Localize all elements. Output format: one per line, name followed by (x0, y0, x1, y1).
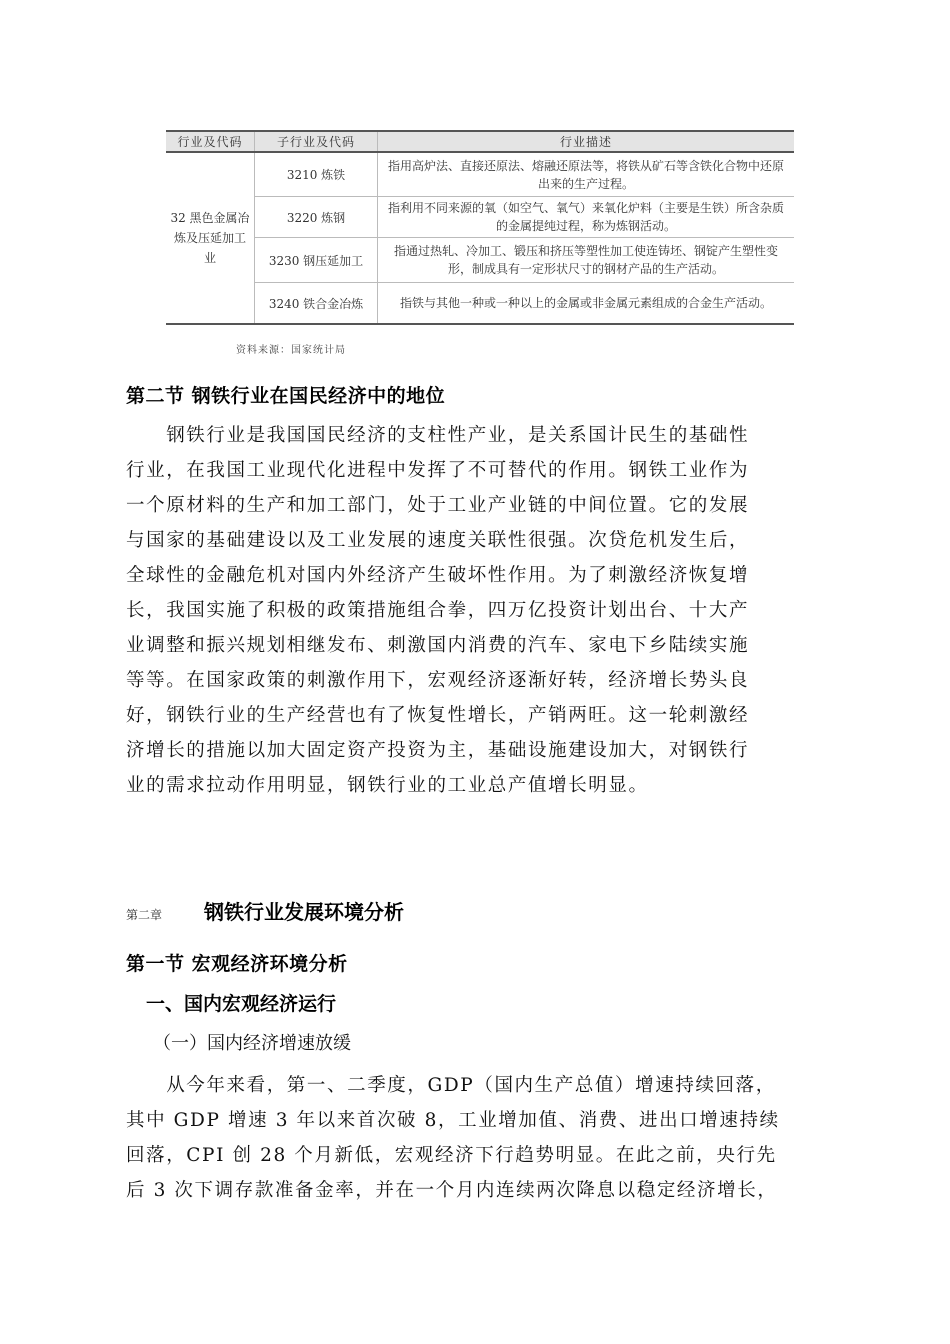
subindustry-cell: 3240 铁合金冶炼 (255, 283, 378, 325)
industry-cell: 32 黑色金属冶炼及压延加工业 (170, 211, 250, 265)
table-row (166, 283, 794, 325)
paragraph-line: 业的需求拉动作用明显，钢铁行业的工业总产值增长明显。 (126, 775, 649, 796)
chapter-number: 第二章 (126, 908, 163, 922)
section-heading: 第二节 钢铁行业在国民经济中的地位 (126, 385, 446, 407)
paragraph-line: 业调整和振兴规划相继发布、刺激国内消费的汽车、家电下乡陆续实施 (126, 635, 750, 656)
section-heading: 第一节 宏观经济环境分析 (126, 953, 348, 975)
paragraph-line: 等等。在国家政策的刺激作用下，宏观经济逐渐好转，经济增长势头良 (126, 670, 750, 691)
paragraph-line: 其中 GDP 增速 3 年以来首次破 8，工业增加值、消费、进出口增速持续 (126, 1110, 780, 1131)
description-cell: 指用高炉法、直接还原法、熔融还原法等，将铁从矿石等含铁化合物中还原出来的生产过程。 (378, 152, 795, 197)
paragraph-line: 行业，在我国工业现代化进程中发挥了不可替代的作用。钢铁工业作为 (126, 460, 750, 481)
description-cell: 指铁与其他一种或一种以上的金属或非金属元素组成的合金生产活动。 (378, 283, 795, 325)
chapter-heading (126, 896, 404, 925)
table-source-note: 资料来源：国家统计局 (236, 345, 346, 356)
section2-paragraph (126, 418, 826, 803)
section1-paragraph (126, 1068, 826, 1208)
paragraph-line: 回落，CPI 创 28 个月新低，宏观经济下行趋势明显。在此之前，央行先 (126, 1145, 777, 1166)
table-header-subindustry: 子行业及代码 (255, 131, 378, 152)
description-cell: 指利用不同来源的氧（如空气、氧气）来氧化炉料（主要是生铁）所含杂质的金属提纯过程，称为炼钢活动。 (378, 197, 795, 238)
paragraph-line: 后 3 次下调存款准备金率，并在一个月内连续两次降息以稳定经济增长， (126, 1180, 778, 1201)
table-row (166, 197, 794, 238)
table-header-industry: 行业及代码 (166, 131, 255, 152)
table-header-description: 行业描述 (378, 131, 795, 152)
subindustry-cell: 3230 钢压延加工 (255, 238, 378, 283)
paragraph-line: 一个原材料的生产和加工部门，处于工业产业链的中间位置。它的发展 (126, 495, 750, 516)
table-header-row (166, 131, 794, 152)
paragraph-line: 长，我国实施了积极的政策措施组合拳，四万亿投资计划出台、十大产 (126, 600, 750, 621)
paragraph-line: 与国家的基础建设以及工业发展的速度关联性很强。次贷危机发生后， (126, 530, 750, 551)
description-cell: 指通过热轧、冷加工、锻压和挤压等塑性加工使连铸坯、钢锭产生塑性变形，制成具有一定形状尺寸的钢材产品的生产活动。 (378, 238, 795, 283)
table-row (166, 152, 794, 197)
subsection-heading: 一、国内宏观经济运行 (146, 993, 337, 1015)
chapter-title: 钢铁行业发展环境分析 (204, 900, 404, 924)
paragraph-line: 钢铁行业是我国国民经济的支柱性产业，是关系国计民生的基础性 (126, 425, 750, 446)
industry-classification-table (166, 130, 794, 325)
paragraph-line: 全球性的金融危机对国内外经济产生破坏性作用。为了刺激经济恢复增 (126, 565, 750, 586)
subindustry-cell: 3220 炼钢 (255, 197, 378, 238)
paragraph-line: 济增长的措施以加大固定资产投资为主，基础设施建设加大，对钢铁行 (126, 740, 750, 761)
subsubsection-heading: （一）国内经济增速放缓 (153, 1033, 351, 1054)
paragraph-line: 从今年来看，第一、二季度，GDP（国内生产总值）增速持续回落， (126, 1075, 776, 1096)
paragraph-line: 好，钢铁行业的生产经营也有了恢复性增长，产销两旺。这一轮刺激经 (126, 705, 750, 726)
subindustry-cell: 3210 炼铁 (255, 152, 378, 197)
table-row (166, 238, 794, 283)
